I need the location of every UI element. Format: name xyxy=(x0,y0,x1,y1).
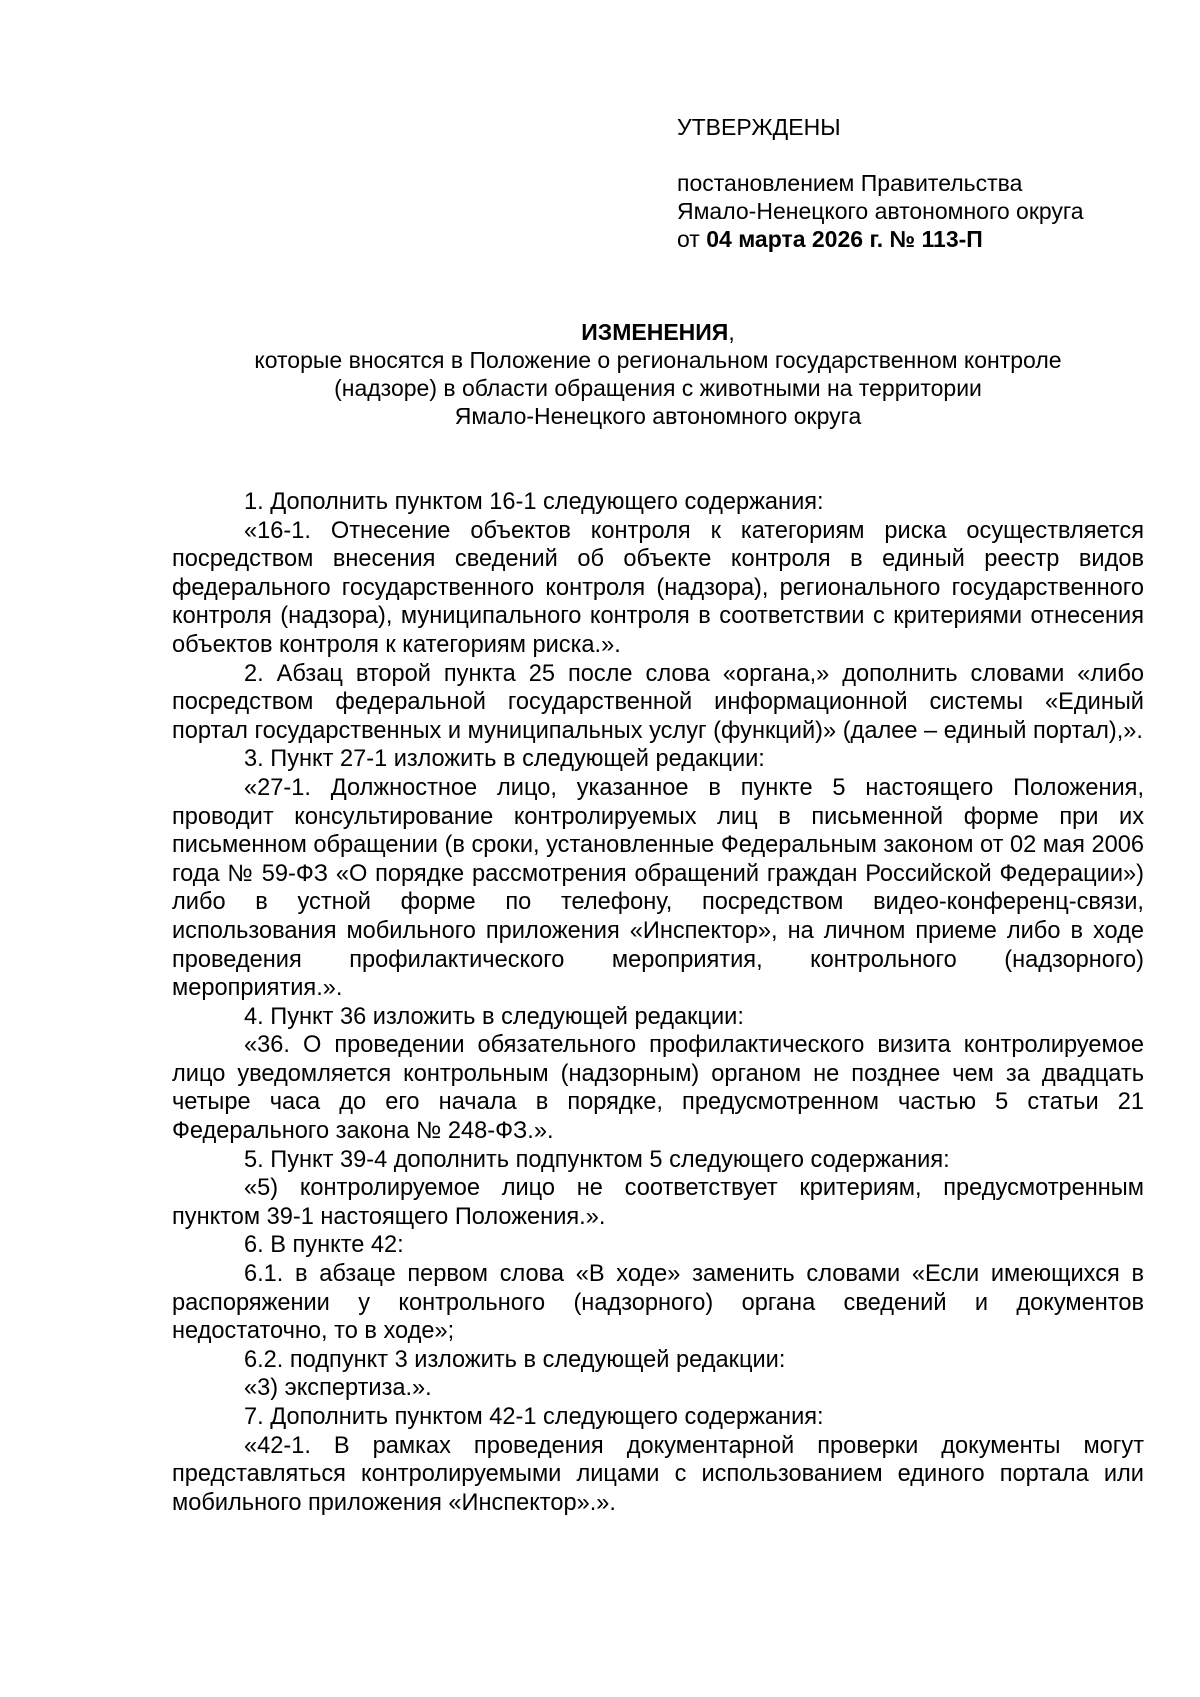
approval-date-prefix: от xyxy=(677,226,700,252)
paragraph-4-text: «36. О проведении обязательного профилактического визита контролируемое лицо уведомляется контрольным (надзорным) органом не позднее чем за двадцать четыре часа до его начала в порядке, предусмотренном частью 5 статьи 21 Федерального закона № 248-ФЗ.». xyxy=(172,1032,1144,1145)
paragraph-6-2: 6.2. подпункт 3 изложить в следующей редакции: xyxy=(244,1346,786,1373)
paragraph-1: 1. Дополнить пунктом 16-1 следующего содержания: xyxy=(244,489,824,515)
document-title: ИЗМЕНЕНИЯ xyxy=(581,319,729,345)
approval-date-number: 04 марта 2026 г. № 113-П xyxy=(706,226,983,252)
approval-stamp xyxy=(677,113,1177,253)
paragraph-3: 3. Пункт 27-1 изложить в следующей редакции: xyxy=(244,746,765,773)
document-subtitle-line-3: Ямало-Ненецкого автономного округа xyxy=(454,403,862,429)
approval-line-decree: постановлением Правительства xyxy=(677,170,1023,196)
paragraph-2: 2. Абзац второй пункта 25 после слова «органа,» дополнить словами «либо посредством федеральной государственной информационной системы «Единый портал государственных и муниципальных услуг (функций)» (далее – единый портал),». xyxy=(172,660,1144,744)
approval-date-line xyxy=(677,225,1177,253)
paragraph-5-text: «5) контролируемое лицо не соответствует критериям, предусмотренным пунктом 39-1 настоящего Положения.». xyxy=(172,1175,1144,1230)
document-subtitle-line-1: которые вносятся в Положение о региональном государственном контроле xyxy=(254,347,1062,373)
paragraph-7-text: «42-1. В рамках проведения документарной проверки документы могут представляться контролируемыми лицами с использованием единого портала или мобильного приложения «Инспектор».». xyxy=(172,1432,1144,1516)
document-title-block xyxy=(172,318,1144,430)
approved-label: УТВЕРЖДЕНЫ xyxy=(677,114,841,140)
paragraph-7: 7. Дополнить пунктом 42-1 следующего содержания: xyxy=(244,1404,824,1430)
paragraph-6: 6. В пункте 42: xyxy=(244,1232,404,1259)
paragraph-4: 4. Пункт 36 изложить в следующей редакции: xyxy=(244,1003,744,1030)
document-title-suffix: , xyxy=(728,319,735,345)
document-subtitle-line-2: (надзоре) в области обращения с животными на территории xyxy=(334,375,982,401)
paragraph-6-1: 6.1. в абзаце первом слова «В ходе» заменить словами «Если имеющихся в распоряжении у контрольного (надзорного) органа сведений и документов недостаточно, то в ходе»; xyxy=(172,1261,1144,1345)
document-heading-line xyxy=(172,318,1144,346)
paragraph-1-text: «16-1. Отнесение объектов контроля к категориям риска осуществляется посредством внесения сведений об объекте контроля в единый реестр видов федерального государственного контроля (надзора), регионального государственного контроля (надзора), муниципального контроля в соответствии с критериями отнесения объектов контроля к категориям риска.». xyxy=(172,517,1144,658)
paragraph-6-2-text: «3) экспертиза.». xyxy=(244,1375,432,1402)
document-body xyxy=(172,488,1144,1517)
paragraph-5: 5. Пункт 39-4 дополнить подпунктом 5 следующего содержания: xyxy=(244,1146,950,1173)
paragraph-3-text: «27-1. Должностное лицо, указанное в пункте 5 настоящего Положения, проводит консультирование контролируемых лиц в письменной форме при их письменном обращении (в сроки, установленные Федеральным законом от 02 мая 2006 года № 59-ФЗ «О порядке рассмотрения обращений граждан Российской Федерации») либо в устной форме по телефону, посредством видео-конференц-связи, использования мобильного приложения «Инспектор», на личном приеме либо в ходе проведения профилактического мероприятия, контрольного (надзорного) мероприятия.». xyxy=(172,774,1144,1002)
approval-line-government: Ямало-Ненецкого автономного округа xyxy=(677,198,1084,224)
